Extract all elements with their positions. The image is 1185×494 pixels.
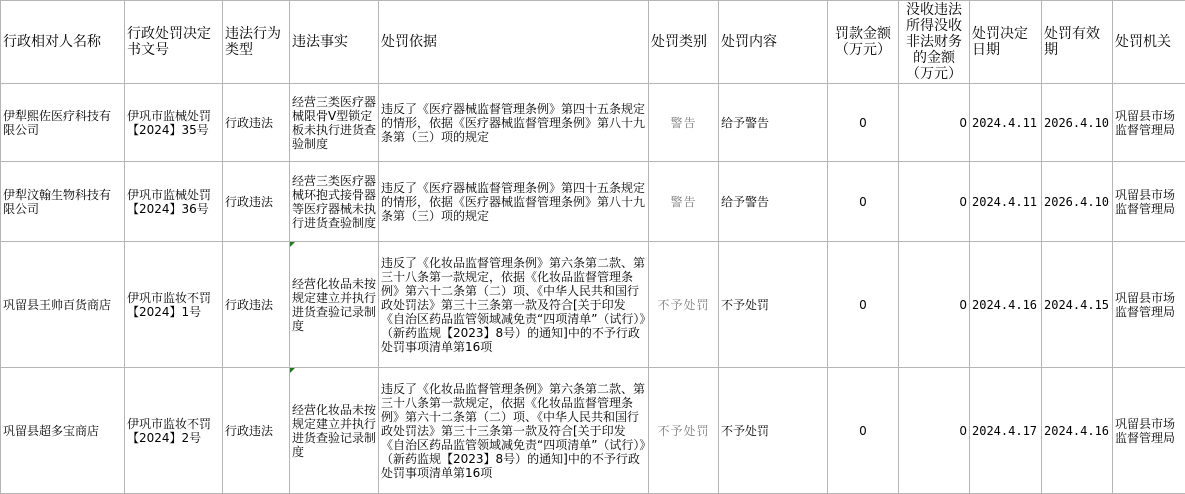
- header-category: 处罚类别: [649, 1, 719, 84]
- cell-fine: 0: [828, 368, 899, 494]
- header-fine: 罚款金额（万元）: [828, 1, 899, 84]
- cell-type: 行政违法: [223, 368, 290, 494]
- cell-confiscate: 0: [899, 242, 970, 368]
- cell-fine: 0: [828, 242, 899, 368]
- cell-fine: 0: [828, 162, 899, 242]
- cell-decision-date: 2024.4.11: [970, 162, 1042, 242]
- cell-doc-no: 伊巩市监妆不罚【2024】2号: [125, 368, 223, 494]
- cell-doc-no: 伊巩市监械处罚【2024】35号: [125, 84, 223, 162]
- cell-valid-date: 2024.4.16: [1042, 368, 1113, 494]
- cell-category: 警告: [649, 84, 719, 162]
- cell-basis: 违反了《医疗器械监督管理条例》第四十五条规定的情形，依据《医疗器械监督管理条例》第八十九条第（三）项的规定: [379, 162, 649, 242]
- header-valid-date: 处罚有效期: [1042, 1, 1113, 84]
- cell-fact: 经营三类医疗器械环抱式接骨器等医疗器械未执行进货查验制度: [290, 162, 379, 242]
- cell-valid-date: 2026.4.10: [1042, 84, 1113, 162]
- cell-basis: 违反了《医疗器械监督管理条例》第四十五条规定的情形，依据《医疗器械监督管理条例》第八十九条第（三）项的规定: [379, 84, 649, 162]
- cell-content: 不予处罚: [719, 368, 828, 494]
- cell-content: 不予处罚: [719, 242, 828, 368]
- cell-basis: 违反了《化妆品监督管理条例》第六条第二款、第三十八条第一款规定，依据《化妆品监督管理条例》第六十二条第（二）项、《中华人民共和国行政处罚法》第三十三条第一款及符合[关于印发《自治区药品监管领域减免责“四项清单”（试行）》（新药监规【2023】8号）的通知]中的不予行政处罚事项清单第16项: [379, 242, 649, 368]
- table-row: [1, 84, 1185, 162]
- cell-fine: 0: [828, 84, 899, 162]
- cell-content: 给予警告: [719, 162, 828, 242]
- table-row: [1, 162, 1185, 242]
- cell-doc-no: 伊巩市监械处罚【2024】36号: [125, 162, 223, 242]
- cell-confiscate: 0: [899, 368, 970, 494]
- header-authority: 处罚机关: [1113, 1, 1185, 84]
- cell-name: 巩留县王帅百货商店: [1, 242, 125, 368]
- cell-decision-date: 2024.4.16: [970, 242, 1042, 368]
- cell-decision-date: 2024.4.17: [970, 368, 1042, 494]
- cell-basis: 违反了《化妆品监督管理条例》第六条第二款、第三十八条第一款规定，依据《化妆品监督管理条例》第六十二条第（二）项、《中华人民共和国行政处罚法》第三十三条第一款及符合[关于印发《自治区药品监管领域减免责“四项清单”（试行）》（新药监规【2023】8号）的通知]中的不予行政处罚事项清单第16项: [379, 368, 649, 494]
- cell-authority: 巩留县市场监督管理局: [1113, 368, 1185, 494]
- cell-decision-date: 2024.4.11: [970, 84, 1042, 162]
- cell-category: 不予处罚: [649, 242, 719, 368]
- cell-type: 行政违法: [223, 84, 290, 162]
- cell-authority: 巩留县市场监督管理局: [1113, 84, 1185, 162]
- cell-type: 行政违法: [223, 242, 290, 368]
- header-type: 违法行为类型: [223, 1, 290, 84]
- header-name: 行政相对人名称: [1, 1, 125, 84]
- header-doc-no: 行政处罚决定书文号: [125, 1, 223, 84]
- header-fact: 违法事实: [290, 1, 379, 84]
- table-row: [1, 368, 1185, 494]
- cell-valid-date: 2024.4.15: [1042, 242, 1113, 368]
- cell-name: 巩留县超多宝商店: [1, 368, 125, 494]
- cell-content: 给予警告: [719, 84, 828, 162]
- cell-authority: 巩留县市场监督管理局: [1113, 242, 1185, 368]
- cell-confiscate: 0: [899, 162, 970, 242]
- header-content: 处罚内容: [719, 1, 828, 84]
- cell-type: 行政违法: [223, 162, 290, 242]
- cell-name: 伊犁汶翰生物科技有限公司: [1, 162, 125, 242]
- cell-category: 警告: [649, 162, 719, 242]
- cell-fact: 经营化妆品未按规定建立并执行进货查验记录制度: [290, 242, 379, 368]
- table-row: [1, 242, 1185, 368]
- header-confiscate: 没收违法所得没收非法财务的金额（万元）: [899, 1, 970, 84]
- header-decision-date: 处罚决定日期: [970, 1, 1042, 84]
- header-row: [1, 1, 1185, 84]
- cell-doc-no: 伊巩市监妆不罚【2024】1号: [125, 242, 223, 368]
- cell-category: 不予处罚: [649, 368, 719, 494]
- cell-fact: 经营三类医疗器械限骨V型锁定板未执行进货查验制度: [290, 84, 379, 162]
- cell-authority: 巩留县市场监督管理局: [1113, 162, 1185, 242]
- cell-name: 伊犁熙佐医疗科技有限公司: [1, 84, 125, 162]
- cell-valid-date: 2026.4.10: [1042, 162, 1113, 242]
- cell-fact: 经营化妆品未按规定建立并执行进货查验记录制度: [290, 368, 379, 494]
- header-basis: 处罚依据: [379, 1, 649, 84]
- cell-confiscate: 0: [899, 84, 970, 162]
